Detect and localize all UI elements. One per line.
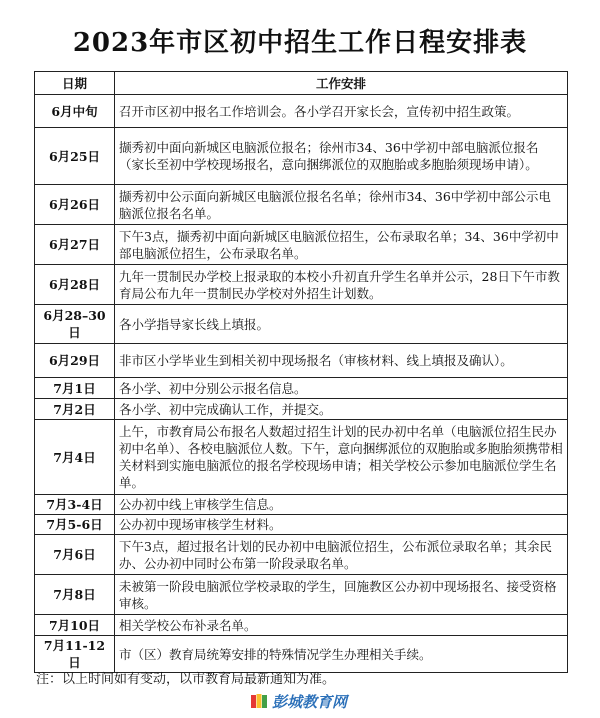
row-date: 7月10日 xyxy=(35,615,115,636)
row-date: 7月8日 xyxy=(35,575,115,615)
table-row xyxy=(35,185,568,225)
site-logo xyxy=(250,690,347,712)
row-date: 7月4日 xyxy=(35,420,115,495)
row-date: 7月5-6日 xyxy=(35,515,115,535)
header-task: 工作安排 xyxy=(115,72,568,95)
row-date: 7月3-4日 xyxy=(35,495,115,515)
row-task: 各小学指导家长线上填报。 xyxy=(115,305,568,344)
row-task: 上午，市教育局公布报名人数超过招生计划的民办初中名单（电脑派位招生民办初中名单）、各校电脑派位人数。下午，意向捆绑派位的双胞胎或多胞胎须携带相关材料到实施电脑派位的报名学校现场申请；相关学校公示参加电脑派位学生名单。 xyxy=(115,420,568,495)
table-row xyxy=(35,344,568,378)
row-task: 相关学校公布补录名单。 xyxy=(115,615,568,636)
row-date: 6月26日 xyxy=(35,185,115,225)
row-task: 九年一贯制民办学校上报录取的本校小升初直升学生名单并公示，28日下午市教育局公布九年一贯制民办学校对外招生计划数。 xyxy=(115,265,568,305)
row-date: 7月2日 xyxy=(35,399,115,420)
row-task: 未被第一阶段电脑派位学校录取的学生，回施教区公办初中现场报名、接受资格审核。 xyxy=(115,575,568,615)
header-date: 日期 xyxy=(35,72,115,95)
table-row xyxy=(35,515,568,535)
row-task: 非市区小学毕业生到相关初中现场报名（审核材料、线上填报及确认）。 xyxy=(115,344,568,378)
row-task: 公办初中线上审核学生信息。 xyxy=(115,495,568,515)
row-task: 召开市区初中报名工作培训会。各小学召开家长会，宣传初中招生政策。 xyxy=(115,95,568,128)
footnote: 注：以上时间如有变动，以市教育局最新通知为准。 xyxy=(36,672,336,687)
table-header-row xyxy=(35,72,568,95)
table-row xyxy=(35,636,568,673)
row-task: 公办初中现场审核学生材料。 xyxy=(115,515,568,535)
row-task: 撷秀初中面向新城区电脑派位报名；徐州市34、36中学初中部电脑派位报名（家长至初中学校现场报名，意向捆绑派位的双胞胎或多胞胎须现场申请）。 xyxy=(115,128,568,185)
table-row xyxy=(35,420,568,495)
table-row xyxy=(35,128,568,185)
schedule-table xyxy=(34,71,568,673)
row-task: 下午3点，撷秀初中面向新城区电脑派位招生，公布录取名单；34、36中学初中部电脑派位招生，公布录取名单。 xyxy=(115,225,568,265)
row-date: 7月6日 xyxy=(35,535,115,575)
row-date: 6月中旬 xyxy=(35,95,115,128)
book-logo-icon xyxy=(250,692,268,710)
row-date: 6月28日 xyxy=(35,265,115,305)
table-body xyxy=(35,95,568,673)
row-date: 7月1日 xyxy=(35,378,115,399)
page-title: 2023年市区初中招生工作日程安排表 xyxy=(72,28,528,58)
row-task: 各小学、初中分别公示报名信息。 xyxy=(115,378,568,399)
row-task: 市（区）教育局统筹安排的特殊情况学生办理相关手续。 xyxy=(115,636,568,673)
row-date: 7月11-12日 xyxy=(35,636,115,673)
table-row xyxy=(35,615,568,636)
row-date: 6月27日 xyxy=(35,225,115,265)
row-task: 下午3点，超过报名计划的民办初中电脑派位招生，公布派位录取名单；其余民办、公办初中同时公布第一阶段录取名单。 xyxy=(115,535,568,575)
row-date: 6月28–30日 xyxy=(35,305,115,344)
table-row xyxy=(35,265,568,305)
table-row xyxy=(35,399,568,420)
table-row xyxy=(35,305,568,344)
row-date: 6月29日 xyxy=(35,344,115,378)
table-row xyxy=(35,378,568,399)
table-row xyxy=(35,575,568,615)
logo-text: 彭城教育网 xyxy=(272,692,348,711)
table-row xyxy=(35,95,568,128)
row-date: 6月25日 xyxy=(35,128,115,185)
table-row xyxy=(35,495,568,515)
row-task: 各小学、初中完成确认工作，并提交。 xyxy=(115,399,568,420)
table-row xyxy=(35,535,568,575)
table-row xyxy=(35,225,568,265)
row-task: 撷秀初中公示面向新城区电脑派位报名名单；徐州市34、36中学初中部公示电脑派位报名名单。 xyxy=(115,185,568,225)
